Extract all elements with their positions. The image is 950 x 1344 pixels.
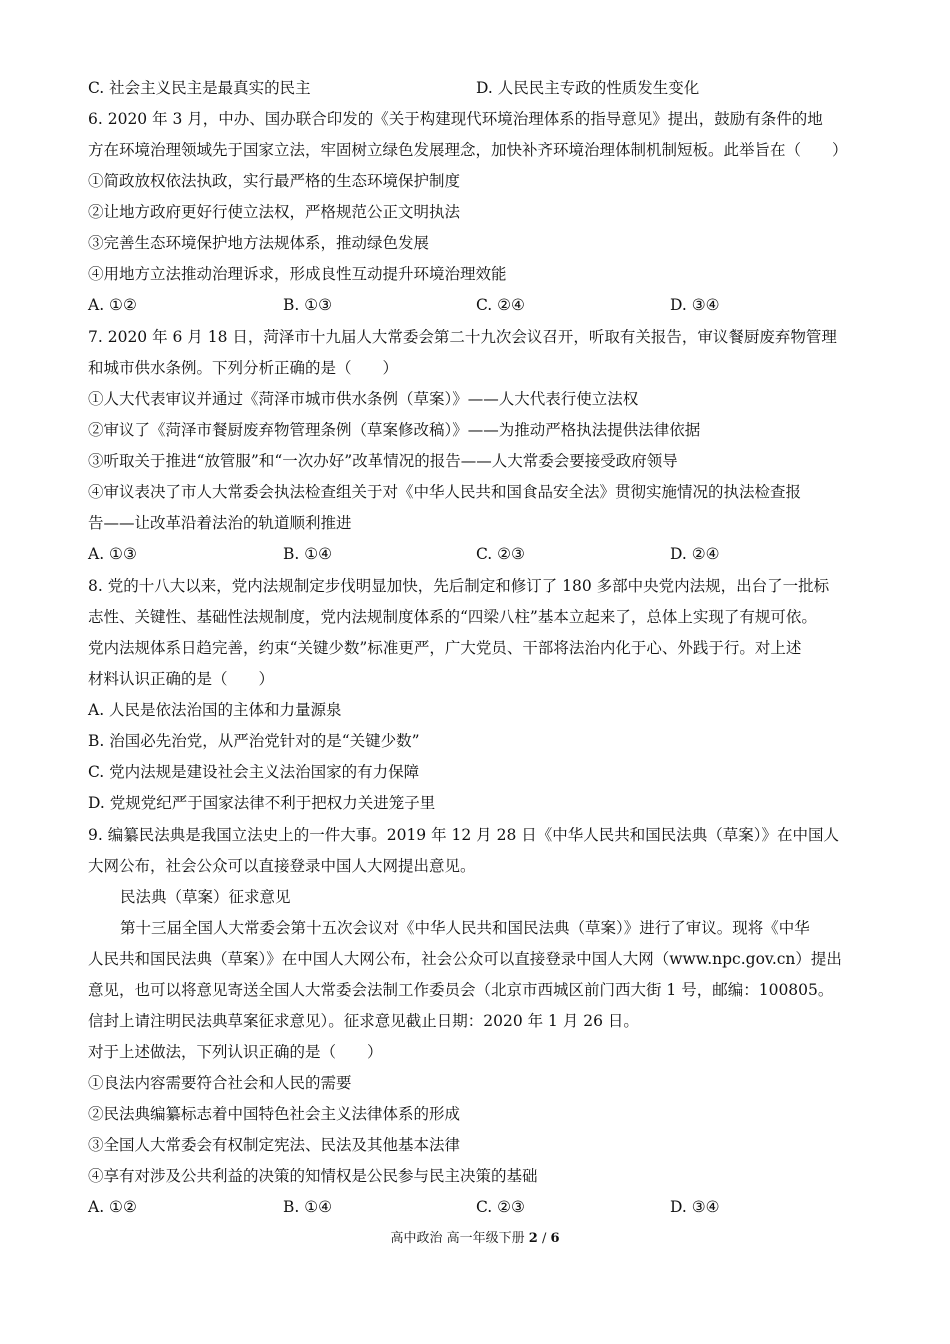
question-6-options [88,294,868,316]
question-9-stem-line2: 大网公布，社会公众可以直接登录中国人大网提出意见。 [88,857,476,875]
question-8-stem-line2: 志性、关键性、基础性法规制度，党内法规制度体系的“四梁八柱”基本立起来了，总体上实现了有规可依。 [88,608,817,626]
footer-page-separator: / [537,1231,551,1246]
question-7-statement-1: ①人大代表审议并通过《菏泽市城市供水条例（草案）》——人大代表行使立法权 [88,390,639,408]
question-6-stem-line1: 6. 2020 年 3 月，中办、国办联合印发的《关于构建现代环境治理体系的指导意见》提出，鼓励有条件的地 [88,110,823,128]
question-9-option-b: B. ①④ [283,1198,333,1216]
question-7-option-c: C. ②③ [476,545,525,563]
question-7-stem-line1: 7. 2020 年 6 月 18 日，菏泽市十九届人大常委会第二十九次会议召开，听取有关报告，审议餐厨废弃物管理 [88,328,837,346]
page-footer [0,1230,950,1248]
question-9-statement-1: ①良法内容需要符合社会和人民的需要 [88,1074,352,1092]
question-6-option-a: A. ①② [88,296,137,314]
question-8-stem-line3: 党内法规体系日趋完善，约束“关键少数”标准更严，广大党员、干部将法治内化于心、外践于行。对上述 [88,639,802,657]
question-7-statement-2: ②审议了《菏泽市餐厨废弃物管理条例（草案修改稿）》——为推动严格执法提供法律依据 [88,421,701,439]
question-9-option-a: A. ①② [88,1198,137,1216]
question-7-statement-3: ③听取关于推进“放管服”和“一次办好”改革情况的报告——人大常委会要接受政府领导 [88,452,678,470]
question-9-notice-line4: 信封上请注明民法典草案征求意见）。征求意见截止日期：2020 年 1 月 26 日。 [88,1012,639,1030]
footer-page-total: 6 [550,1231,560,1246]
option-c-previous: C. 社会主义民主是最真实的民主 [88,79,311,97]
question-8-stem-line1: 8. 党的十八大以来，党内法规制定步伐明显加快，先后制定和修订了 180 多部中央党内法规，出台了一批标 [88,577,830,595]
question-6-option-b: B. ①③ [283,296,333,314]
question-9-stem-line1: 9. 编纂民法典是我国立法史上的一件大事。2019 年 12 月 28 日《中华人民共和国民法典（草案）》在中国人 [88,826,839,844]
question-6-stem-line2: 方在环境治理领域先于国家立法，牢固树立绿色发展理念，加快补齐环境治理体制机制短板。此举旨在（ ） [88,141,848,159]
question-9-notice-title: 民法典（草案）征求意见 [120,888,291,906]
question-6-statement-2: ②让地方政府更好行使立法权，严格规范公正文明执法 [88,203,461,221]
question-7-statement-4-line1: ④审议表决了市人大常委会执法检查组关于对《中华人民共和国食品安全法》贯彻实施情况的执法检查报 [88,483,802,501]
question-9-statement-2: ②民法典编纂标志着中国特色社会主义法律体系的形成 [88,1105,461,1123]
question-9-statement-4: ④享有对涉及公共利益的决策的知情权是公民参与民主决策的基础 [88,1167,538,1185]
question-7-option-a: A. ①③ [88,545,137,563]
question-6-statement-4: ④用地方立法推动治理诉求，形成良性互动提升环境治理效能 [88,265,507,283]
footer-page-number: 2 [528,1231,538,1246]
question-6-statement-3: ③完善生态环境保护地方法规体系，推动绿色发展 [88,234,430,252]
question-8-option-b: B. 治国必先治党，从严治党针对的是“关键少数” [88,732,420,750]
question-7-statement-4-line2: 告——让改革沿着法治的轨道顺利推进 [88,514,352,532]
question-7-options [88,543,868,565]
question-9-notice-line3: 意见，也可以将意见寄送全国人大常委会法制工作委员会（北京市西城区前门西大街 1 号，邮编：100805。 [88,981,834,999]
question-7-option-d: D. ②④ [670,545,720,563]
question-7-option-b: B. ①④ [283,545,333,563]
question-9-options [88,1196,868,1218]
option-d-previous: D. 人民民主专政的性质发生变化 [476,79,700,97]
question-9-prompt: 对于上述做法，下列认识正确的是（ ） [88,1043,383,1061]
question-9-statement-3: ③全国人大常委会有权制定宪法、民法及其他基本法律 [88,1136,461,1154]
footer-subject: 高中政治 高一年级下册 [390,1231,525,1246]
question-7-stem-line2: 和城市供水条例。下列分析正确的是（ ） [88,359,399,377]
question-6-statement-1: ①简政放权依法执政，实行最严格的生态环境保护制度 [88,172,461,190]
question-6-option-d: D. ③④ [670,296,720,314]
question-8-option-c: C. 党内法规是建设社会主义法治国家的有力保障 [88,763,420,781]
question-8-option-d: D. 党规党纪严于国家法律不利于把权力关进笼子里 [88,794,436,812]
question-9-notice-line1: 第十三届全国人大常委会第十五次会议对《中华人民共和国民法典（草案）》进行了审议。现将《中华 [120,919,810,937]
question-9-option-c: C. ②③ [476,1198,525,1216]
question-8-stem-line4: 材料认识正确的是（ ） [88,670,275,688]
question-9-notice-line2: 人民共和国民法典（草案）》在中国人大网公布，社会公众可以直接登录中国人大网（www.npc.gov.cn）提出 [88,950,842,968]
question-8-option-a: A. 人民是依法治国的主体和力量源泉 [88,701,342,719]
question-6-option-c: C. ②④ [476,296,525,314]
question-9-option-d: D. ③④ [670,1198,720,1216]
